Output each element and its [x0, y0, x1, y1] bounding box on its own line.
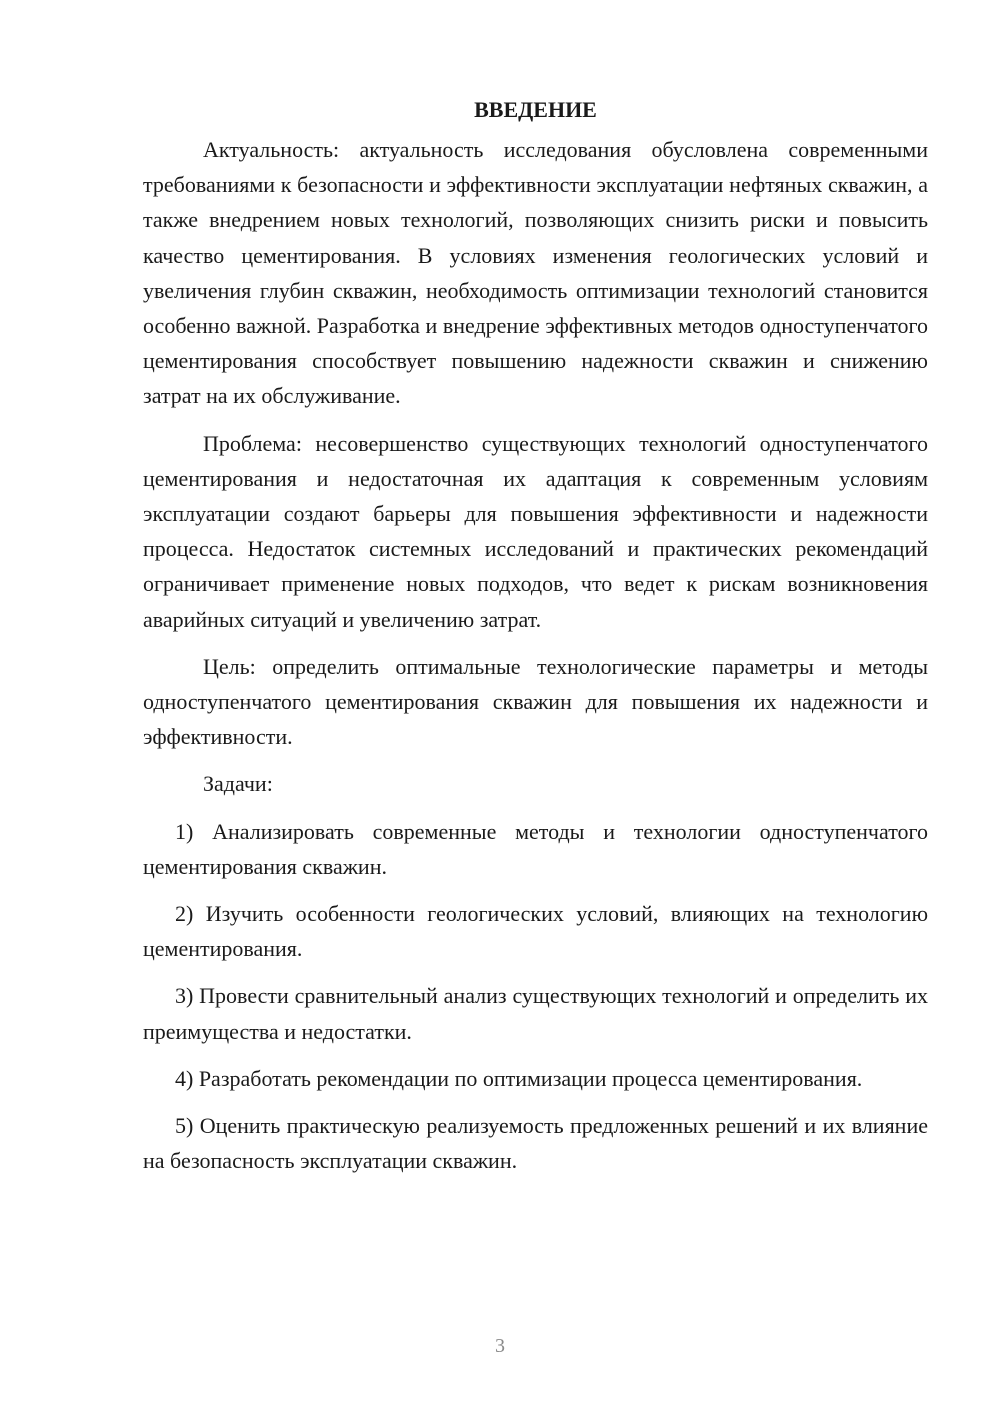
relevance-paragraph: Актуальность: актуальность исследования обусловлена современными требованиями к безопасности и эффективности эксплуатации нефтяных скважин, а также внедрением новых технологий, позволяющих снизить риски и повысить качество цементирования. В условиях изменения геологических условий и увеличения глубин скважин, необходимость оптимизации технологий становится особенно важной. Разработка и внедрение эффективных методов одноступенчатого цементирования способствует повышению надежности скважин и снижению затрат на их обслуживание.	[143, 137, 928, 409]
task-item-1: 1) Анализировать современные методы и технологии одноступенчатого цементирования скважин.	[143, 818, 928, 879]
task-item-5: 5) Оценить практическую реализуемость предложенных решений и их влияние на безопасность эксплуатации скважин.	[143, 1113, 928, 1174]
tasks-label: Задачи:	[203, 771, 273, 797]
page-number: 3	[495, 1335, 505, 1357]
goal-paragraph: Цель: определить оптимальные технологические параметры и методы одноступенчатого цементирования скважин для повышения их надежности и эффективности.	[143, 653, 928, 750]
task-item-3: 3) Провести сравнительный анализ существующих технологий и определить их преимущества и недостатки.	[143, 983, 928, 1044]
section-heading: ВВЕДЕНИЕ	[474, 97, 597, 122]
task-item-2: 2) Изучить особенности геологических условий, влияющих на технологию цементирования.	[143, 901, 928, 962]
page-content	[143, 96, 928, 1190]
problem-paragraph: Проблема: несовершенство существующих технологий одноступенчатого цементирования и недостаточная их адаптация к современным условиям эксплуатации создают барьеры для повышения эффективности и надежности процесса. Недостаток системных исследований и практических рекомендаций ограничивает применение новых подходов, что ведет к рискам возникновения аварийных ситуаций и увеличению затрат.	[143, 430, 928, 632]
task-item-4: 4) Разработать рекомендации по оптимизации процесса цементирования.	[175, 1065, 863, 1091]
